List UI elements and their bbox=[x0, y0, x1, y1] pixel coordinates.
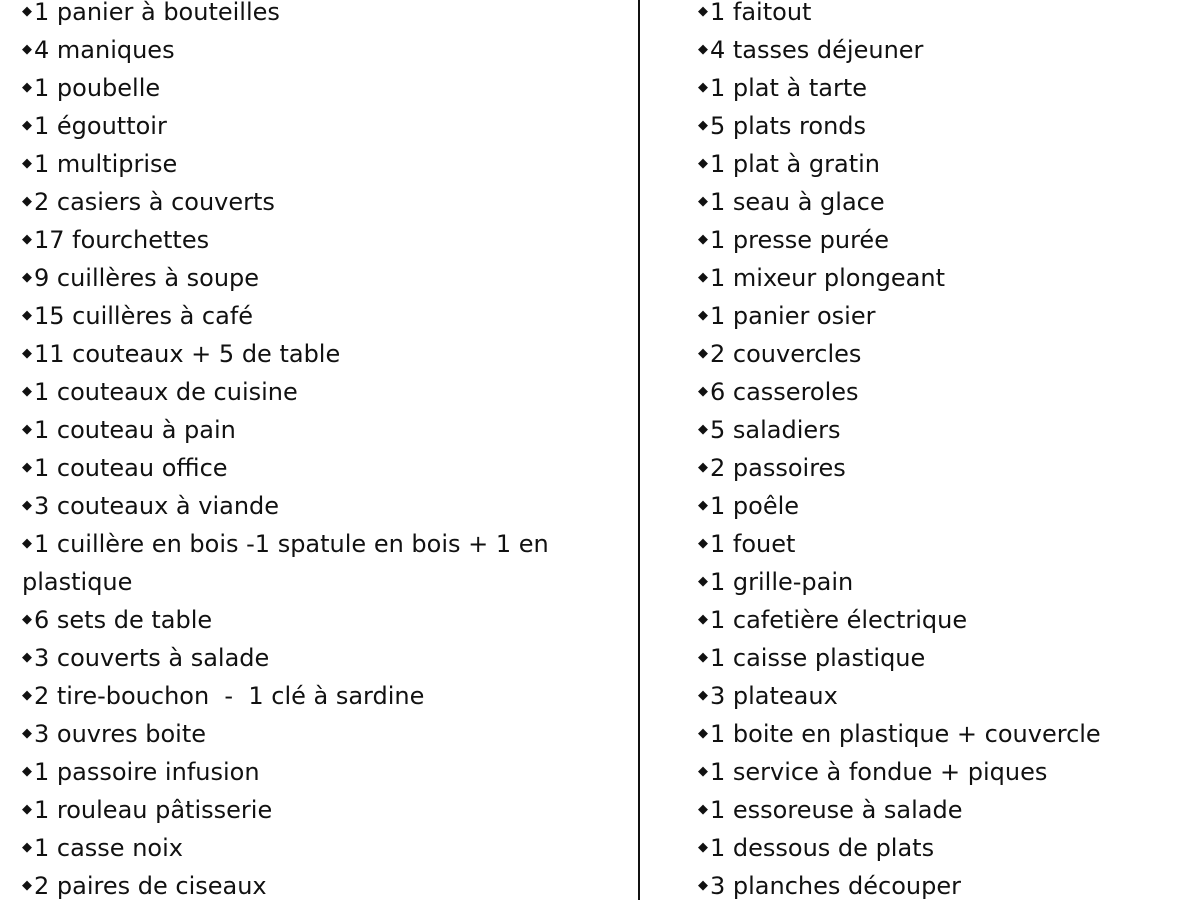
list-item bbox=[22, 753, 622, 791]
list-item bbox=[698, 715, 1198, 753]
diamond-bullet-icon: ◆ bbox=[22, 460, 32, 475]
item-text: 1 couteau à pain bbox=[34, 416, 236, 444]
diamond-bullet-icon: ◆ bbox=[22, 232, 32, 247]
item-text: 2 couvercles bbox=[710, 340, 862, 368]
diamond-bullet-icon: ◆ bbox=[22, 422, 32, 437]
diamond-bullet-icon: ◆ bbox=[698, 232, 708, 247]
item-text: 6 sets de table bbox=[34, 606, 213, 634]
diamond-bullet-icon: ◆ bbox=[22, 726, 32, 741]
diamond-bullet-icon: ◆ bbox=[698, 802, 708, 817]
item-text: 4 tasses déjeuner bbox=[710, 36, 924, 64]
item-text: 2 passoires bbox=[710, 454, 846, 482]
item-text: 1 caisse plastique bbox=[710, 644, 926, 672]
list-item bbox=[698, 221, 1198, 259]
list-item bbox=[698, 563, 1198, 601]
diamond-bullet-icon: ◆ bbox=[22, 650, 32, 665]
item-text: 1 passoire infusion bbox=[34, 758, 260, 786]
diamond-bullet-icon: ◆ bbox=[698, 498, 708, 513]
diamond-bullet-icon: ◆ bbox=[22, 384, 32, 399]
list-item bbox=[698, 145, 1198, 183]
list-item bbox=[698, 373, 1198, 411]
item-text: 15 cuillères à café bbox=[34, 302, 254, 330]
diamond-bullet-icon: ◆ bbox=[698, 80, 708, 95]
list-item bbox=[22, 69, 622, 107]
list-item bbox=[22, 639, 622, 677]
diamond-bullet-icon: ◆ bbox=[22, 4, 32, 19]
list-item bbox=[22, 145, 622, 183]
diamond-bullet-icon: ◆ bbox=[698, 346, 708, 361]
diamond-bullet-icon: ◆ bbox=[698, 384, 708, 399]
list-item bbox=[22, 601, 622, 639]
list-item bbox=[698, 677, 1198, 715]
item-text: 1 presse purée bbox=[710, 226, 889, 254]
item-text: 1 seau à glace bbox=[710, 188, 885, 216]
item-text: 1 grille-pain bbox=[710, 568, 854, 596]
item-text: 1 poubelle bbox=[34, 74, 161, 102]
diamond-bullet-icon: ◆ bbox=[698, 118, 708, 133]
diamond-bullet-icon: ◆ bbox=[698, 156, 708, 171]
list-item bbox=[22, 829, 622, 867]
diamond-bullet-icon: ◆ bbox=[698, 764, 708, 779]
item-text: 1 couteau office bbox=[34, 454, 228, 482]
item-text: 4 maniques bbox=[34, 36, 175, 64]
item-text: 1 boite en plastique + couvercle bbox=[710, 720, 1101, 748]
list-item bbox=[698, 183, 1198, 221]
list-item bbox=[698, 753, 1198, 791]
diamond-bullet-icon: ◆ bbox=[22, 878, 32, 893]
item-text: 3 planches découper bbox=[710, 872, 961, 900]
diamond-bullet-icon: ◆ bbox=[22, 536, 32, 551]
diamond-bullet-icon: ◆ bbox=[698, 688, 708, 703]
item-text: 3 couverts à salade bbox=[34, 644, 270, 672]
diamond-bullet-icon: ◆ bbox=[698, 270, 708, 285]
diamond-bullet-icon: ◆ bbox=[22, 118, 32, 133]
item-text: 1 rouleau pâtisserie bbox=[34, 796, 273, 824]
diamond-bullet-icon: ◆ bbox=[22, 612, 32, 627]
diamond-bullet-icon: ◆ bbox=[698, 308, 708, 323]
item-text: 1 égouttoir bbox=[34, 112, 167, 140]
item-text: 1 fouet bbox=[710, 530, 796, 558]
diamond-bullet-icon: ◆ bbox=[698, 4, 708, 19]
list-item bbox=[22, 715, 622, 753]
item-text: 2 tire-bouchon - 1 clé à sardine bbox=[34, 682, 425, 710]
item-text: 1 panier osier bbox=[710, 302, 876, 330]
item-text: 1 faitout bbox=[710, 0, 812, 26]
item-text: 1 plat à gratin bbox=[710, 150, 880, 178]
diamond-bullet-icon: ◆ bbox=[22, 80, 32, 95]
diamond-bullet-icon: ◆ bbox=[698, 460, 708, 475]
diamond-bullet-icon: ◆ bbox=[698, 612, 708, 627]
item-text: 1 essoreuse à salade bbox=[710, 796, 963, 824]
item-text: 1 poêle bbox=[710, 492, 800, 520]
list-item bbox=[698, 829, 1198, 867]
item-text: 11 couteaux + 5 de table bbox=[34, 340, 341, 368]
diamond-bullet-icon: ◆ bbox=[698, 422, 708, 437]
diamond-bullet-icon: ◆ bbox=[22, 156, 32, 171]
diamond-bullet-icon: ◆ bbox=[22, 688, 32, 703]
item-text: 1 couteaux de cuisine bbox=[34, 378, 298, 406]
list-item bbox=[22, 525, 582, 601]
item-text: 1 mixeur plongeant bbox=[710, 264, 946, 292]
item-text: 1 service à fondue + piques bbox=[710, 758, 1048, 786]
diamond-bullet-icon: ◆ bbox=[22, 270, 32, 285]
item-text: 1 plat à tarte bbox=[710, 74, 868, 102]
inventory-left-column bbox=[22, 0, 622, 905]
diamond-bullet-icon: ◆ bbox=[22, 840, 32, 855]
list-item bbox=[698, 0, 1198, 31]
list-item bbox=[698, 297, 1198, 335]
list-item bbox=[22, 449, 622, 487]
diamond-bullet-icon: ◆ bbox=[698, 726, 708, 741]
diamond-bullet-icon: ◆ bbox=[22, 194, 32, 209]
item-text: 1 panier à bouteilles bbox=[34, 0, 280, 26]
diamond-bullet-icon: ◆ bbox=[22, 764, 32, 779]
diamond-bullet-icon: ◆ bbox=[698, 650, 708, 665]
list-item bbox=[698, 525, 1198, 563]
item-text: 1 cuillère en bois -1 spatule en bois + 1 en plastique bbox=[22, 530, 549, 596]
list-item bbox=[22, 373, 622, 411]
list-item bbox=[22, 335, 622, 373]
diamond-bullet-icon: ◆ bbox=[698, 536, 708, 551]
list-item bbox=[22, 183, 622, 221]
list-item bbox=[22, 411, 622, 449]
list-item bbox=[22, 297, 622, 335]
item-text: 2 casiers à couverts bbox=[34, 188, 275, 216]
list-item bbox=[22, 791, 622, 829]
item-text: 3 plateaux bbox=[710, 682, 838, 710]
item-text: 3 ouvres boite bbox=[34, 720, 206, 748]
item-text: 3 couteaux à viande bbox=[34, 492, 280, 520]
list-item bbox=[22, 677, 622, 715]
list-item bbox=[22, 31, 622, 69]
item-text: 1 casse noix bbox=[34, 834, 183, 862]
list-item bbox=[22, 487, 622, 525]
diamond-bullet-icon: ◆ bbox=[698, 42, 708, 57]
list-item bbox=[698, 487, 1198, 525]
inventory-right-column bbox=[698, 0, 1198, 905]
diamond-bullet-icon: ◆ bbox=[22, 346, 32, 361]
column-divider bbox=[638, 0, 640, 900]
list-item bbox=[698, 601, 1198, 639]
item-text: 17 fourchettes bbox=[34, 226, 210, 254]
diamond-bullet-icon: ◆ bbox=[22, 308, 32, 323]
item-text: 5 saladiers bbox=[710, 416, 841, 444]
list-item bbox=[22, 259, 622, 297]
list-item bbox=[698, 107, 1198, 145]
list-item bbox=[698, 449, 1198, 487]
diamond-bullet-icon: ◆ bbox=[698, 840, 708, 855]
list-item bbox=[698, 867, 1198, 905]
item-text: 1 cafetière électrique bbox=[710, 606, 968, 634]
diamond-bullet-icon: ◆ bbox=[22, 802, 32, 817]
diamond-bullet-icon: ◆ bbox=[22, 498, 32, 513]
item-text: 9 cuillères à soupe bbox=[34, 264, 260, 292]
item-text: 5 plats ronds bbox=[710, 112, 867, 140]
list-item bbox=[698, 335, 1198, 373]
diamond-bullet-icon: ◆ bbox=[698, 194, 708, 209]
diamond-bullet-icon: ◆ bbox=[698, 878, 708, 893]
item-text: 1 multiprise bbox=[34, 150, 178, 178]
list-item bbox=[698, 639, 1198, 677]
list-item bbox=[698, 411, 1198, 449]
list-item bbox=[22, 867, 622, 905]
item-text: 6 casseroles bbox=[710, 378, 859, 406]
list-item bbox=[22, 107, 622, 145]
list-item bbox=[698, 31, 1198, 69]
list-item bbox=[22, 221, 622, 259]
list-item bbox=[698, 259, 1198, 297]
item-text: 1 dessous de plats bbox=[710, 834, 935, 862]
diamond-bullet-icon: ◆ bbox=[698, 574, 708, 589]
list-item bbox=[698, 791, 1198, 829]
list-item bbox=[698, 69, 1198, 107]
diamond-bullet-icon: ◆ bbox=[22, 42, 32, 57]
item-text: 2 paires de ciseaux bbox=[34, 872, 267, 900]
list-item bbox=[22, 0, 622, 31]
